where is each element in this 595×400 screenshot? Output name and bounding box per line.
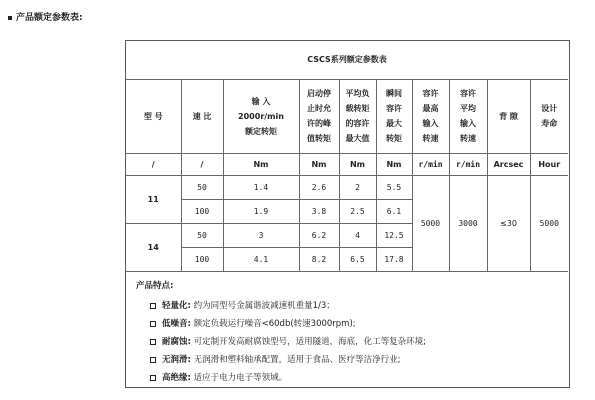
header-peak-torque: 启动停 止时允 许的峰 值转矩 — [299, 79, 339, 153]
header-input-torque: 输 入 2000r/min 额定转矩 — [223, 79, 299, 153]
unit-cell: Arcsec — [487, 153, 530, 175]
feature-item — [136, 333, 561, 351]
backlash-cell: ≤30 — [487, 175, 530, 271]
unit-cell: r/min — [449, 153, 487, 175]
unit-cell: Nm — [299, 153, 339, 175]
table-title: CSCS系列额定参数表 — [126, 41, 568, 79]
ratio-cell: 100 — [181, 247, 223, 271]
input-torque-cell: 1.4 — [223, 175, 299, 199]
unit-cell: Nm — [376, 153, 412, 175]
unit-cell: r/min — [412, 153, 449, 175]
spec-table — [126, 41, 568, 272]
input-torque-cell: 4.1 — [223, 247, 299, 271]
checkbox-icon — [150, 339, 156, 345]
input-torque-cell: 3 — [223, 223, 299, 247]
ratio-cell: 50 — [181, 223, 223, 247]
feature-text: 适应于电力电子等领域。 — [193, 373, 288, 383]
peak-torque-cell: 8.2 — [299, 247, 339, 271]
feature-label: 轻量化: — [162, 301, 191, 311]
bullet-square-icon — [8, 16, 12, 20]
section-heading — [8, 10, 83, 23]
instant-torque-cell: 6.1 — [376, 199, 412, 223]
instant-torque-cell: 12.5 — [376, 223, 412, 247]
peak-torque-cell: 3.8 — [299, 199, 339, 223]
checkbox-icon — [150, 303, 156, 309]
feature-label: 无润滑: — [162, 355, 191, 365]
feature-item — [136, 369, 561, 387]
features-section — [136, 279, 561, 387]
ratio-cell: 50 — [181, 175, 223, 199]
feature-text: 额定负载运行噪音<60db(转速3000rpm); — [193, 319, 356, 329]
unit-cell: Nm — [339, 153, 376, 175]
unit-cell: Nm — [223, 153, 299, 175]
input-torque-cell: 1.9 — [223, 199, 299, 223]
feature-text: 约为同型号金属谐波减速机重量1/3； — [193, 301, 335, 311]
header-avg-speed: 容许 平均 输入 转速 — [449, 79, 487, 153]
max-input-speed-cell: 5000 — [412, 175, 449, 271]
feature-text: 可定制开发高耐腐蚀型号，适用隧道，海底，化工等复杂环境; — [193, 337, 426, 347]
header-ratio: 速 比 — [181, 79, 223, 153]
header-life: 设计 寿命 — [530, 79, 568, 153]
model-cell: 14 — [126, 223, 181, 271]
ratio-cell: 100 — [181, 199, 223, 223]
spec-table-box — [125, 40, 570, 388]
instant-torque-cell: 17.8 — [376, 247, 412, 271]
feature-item — [136, 297, 561, 315]
model-cell: 11 — [126, 175, 181, 223]
header-instant-torque: 瞬间 容许 最大 转矩 — [376, 79, 412, 153]
section-heading-text: 产品额定参数表: — [16, 13, 83, 23]
checkbox-icon — [150, 375, 156, 381]
features-title: 产品特点: — [136, 281, 174, 291]
unit-cell: / — [126, 153, 181, 175]
avg-torque-cell: 6.5 — [339, 247, 376, 271]
header-backlash: 背 隙 — [487, 79, 530, 153]
feature-item — [136, 351, 561, 369]
instant-torque-cell: 5.5 — [376, 175, 412, 199]
feature-label: 低噪音: — [162, 319, 191, 329]
feature-label: 高绝缘: — [162, 373, 191, 383]
unit-cell: Hour — [530, 153, 568, 175]
avg-torque-cell: 4 — [339, 223, 376, 247]
avg-torque-cell: 2 — [339, 175, 376, 199]
feature-text: 无润滑和塑料轴承配置，适用于食品、医疗等洁净行业; — [193, 355, 401, 365]
peak-torque-cell: 6.2 — [299, 223, 339, 247]
checkbox-icon — [150, 357, 156, 363]
feature-label: 耐腐蚀: — [162, 337, 191, 347]
feature-item — [136, 315, 561, 333]
peak-torque-cell: 2.6 — [299, 175, 339, 199]
checkbox-icon — [150, 321, 156, 327]
design-life-cell: 5000 — [530, 175, 568, 271]
header-max-speed: 容许 最高 输入 转速 — [412, 79, 449, 153]
avg-input-speed-cell: 3000 — [449, 175, 487, 271]
header-avg-torque: 平均负 载转矩 的容许 最大值 — [339, 79, 376, 153]
avg-torque-cell: 2.5 — [339, 199, 376, 223]
header-model: 型 号 — [126, 79, 181, 153]
unit-cell: / — [181, 153, 223, 175]
